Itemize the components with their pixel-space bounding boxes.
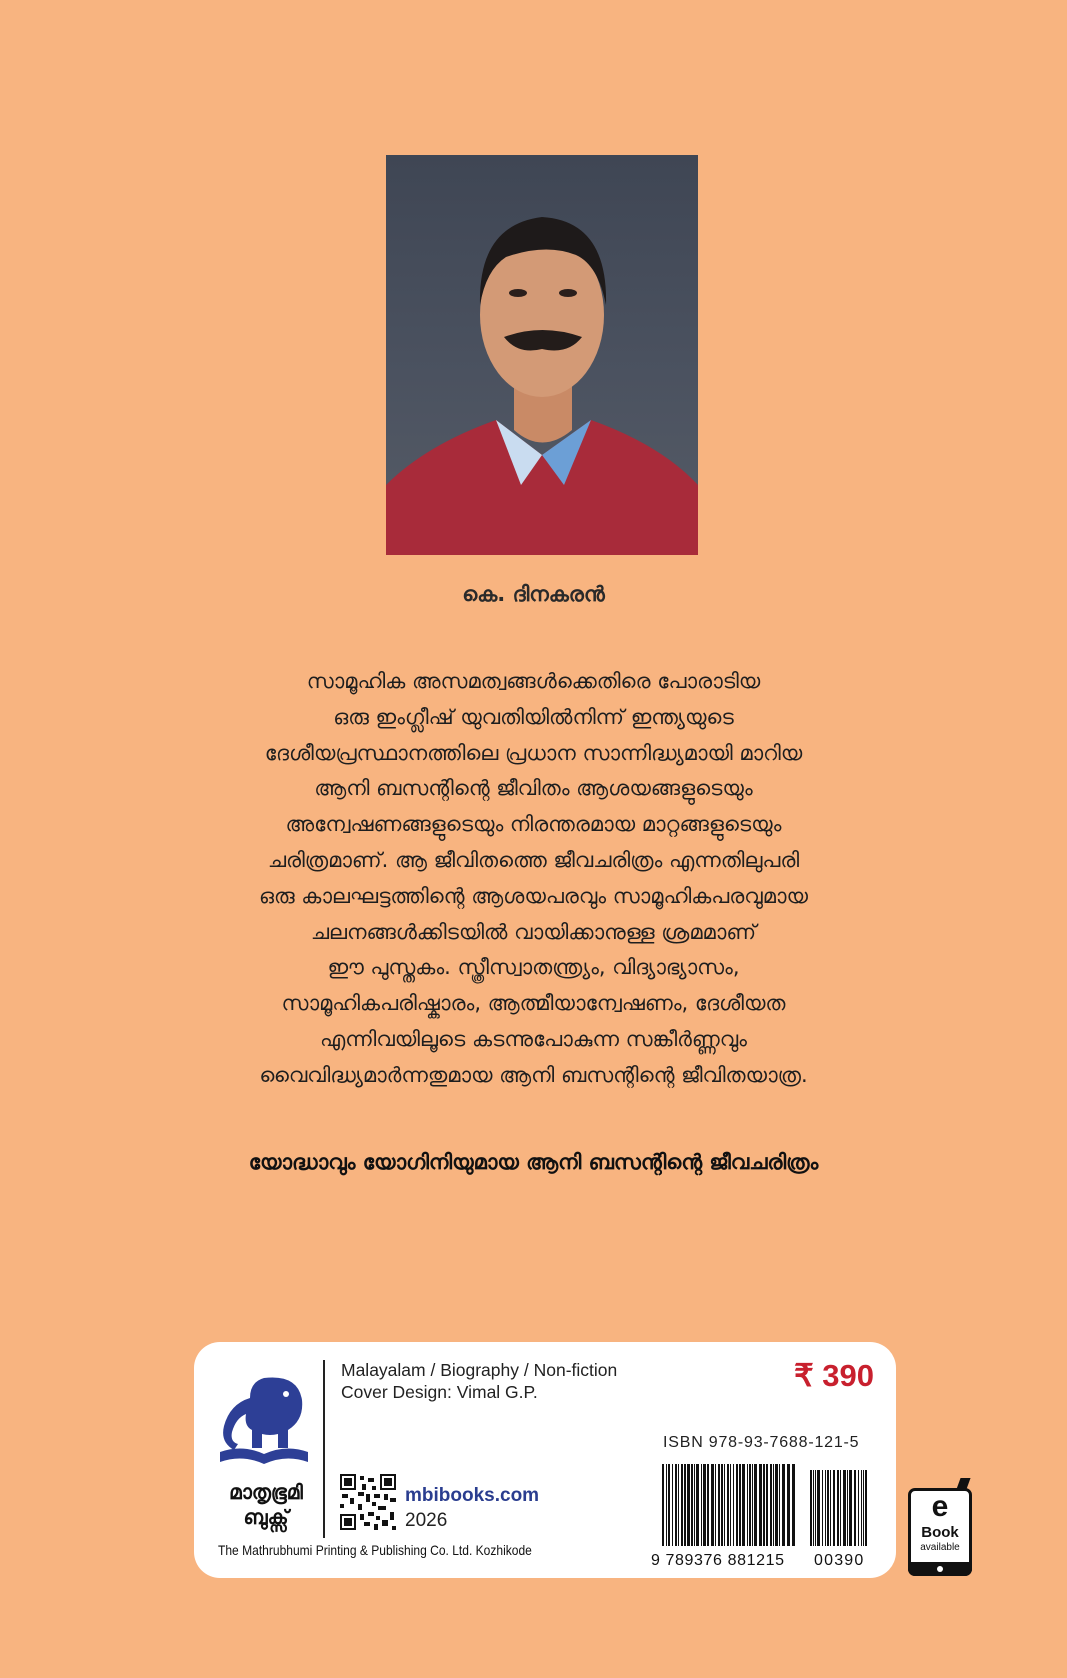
blurb-line: സാമൂഹികപരിഷ്കാരം, ആത്മീയാന്വേഷണം, ദേശീയത: [281, 991, 786, 1016]
author-name: കെ. ദിനകരൻ: [462, 582, 605, 606]
barcode-bar: [724, 1464, 725, 1546]
logo-wordmark-line1: മാതൃഭൂമി: [229, 1480, 303, 1504]
blurb-line: അന്വേഷണങ്ങളുടെയും നിരന്തരമായ മാറ്റങ്ങളുടെയും: [285, 812, 782, 837]
barcode-bar: [792, 1464, 795, 1546]
barcode-bar: [742, 1464, 745, 1546]
barcode-addon-bar: [822, 1470, 823, 1546]
barcode-bar: [703, 1464, 706, 1546]
barcode-bar: [787, 1464, 790, 1546]
blurb-line: ചരിത്രമാണ്. ആ ജീവിതത്തെ ജീവചരിത്രം എന്നതിലുപരി: [267, 847, 800, 872]
ebook-available-text: available: [920, 1542, 960, 1553]
barcode-addon-bar: [865, 1470, 867, 1546]
barcode-bar: [754, 1464, 757, 1546]
barcode-bar: [718, 1464, 720, 1546]
barcode-bar: [736, 1464, 738, 1546]
barcode-addon-bar: [817, 1470, 820, 1546]
barcode-bar: [779, 1464, 780, 1546]
author-portrait-graphic: [386, 155, 698, 555]
panel-divider: [323, 1360, 325, 1538]
logo-wordmark-line2: ബുക്സ്: [243, 1505, 289, 1529]
ebook-available-badge: [908, 1488, 972, 1578]
barcode-bar: [696, 1464, 699, 1546]
barcode-addon-bar: [840, 1470, 841, 1546]
barcode-bar: [739, 1464, 741, 1546]
barcode-bar: [707, 1464, 709, 1546]
barcode-bar: [701, 1464, 702, 1546]
blurb-line: ചലനങ്ങൾക്കിടയിൽ വായിക്കാനുള്ള ശ്രമമാണ്: [310, 919, 757, 944]
barcode-addon-bar: [837, 1470, 839, 1546]
ebook-word: Book: [921, 1524, 959, 1541]
barcode-bar: [711, 1464, 714, 1546]
barcode-bar: [668, 1464, 670, 1546]
blurb-line: ആനി ബസന്റിന്റെ ജീവിതം ആശയങ്ങളുടെയും: [314, 776, 753, 801]
isbn-label: ISBN 978-93-7688-121-5: [663, 1434, 860, 1451]
barcode-addon-bar: [813, 1470, 814, 1546]
barcode-addon-bar: [833, 1470, 835, 1546]
blurb-line: ഒരു കാലഘട്ടത്തിന്റെ ആശയപരവും സാമൂഹികപരവുമായ: [258, 883, 809, 908]
book-tagline: യോദ്ധാവും യോഗിനിയുമായ ആനി ബസന്റിന്റെ ജീവചരിത്രം: [248, 1150, 819, 1174]
barcode-bar: [662, 1464, 664, 1546]
author-photo: [386, 155, 698, 555]
blurb-line: എന്നിവയിലൂടെ കടന്നുപോകുന്ന സങ്കീർണ്ണവും: [320, 1026, 747, 1051]
barcode-bar: [694, 1464, 695, 1546]
barcode-bar: [752, 1464, 753, 1546]
barcode-addon-bar: [849, 1470, 852, 1546]
barcode-bar: [727, 1464, 729, 1546]
barcode-bar: [749, 1464, 751, 1546]
ebook-home-button: [937, 1566, 943, 1572]
barcode-bar: [773, 1464, 774, 1546]
barcode-bar: [666, 1464, 667, 1546]
barcode-addon-bar: [815, 1470, 816, 1546]
barcode-bar: [775, 1464, 778, 1546]
barcode-bar: [687, 1464, 690, 1546]
qr-code-icon[interactable]: [340, 1474, 396, 1530]
barcode-addon-bar: [863, 1470, 864, 1546]
barcode-bar: [770, 1464, 772, 1546]
blurb-line: വൈവിദ്ധ്യമാർന്നതുമായ ആനി ബസന്റിന്റെ ജീവിതയാത്ര.: [259, 1062, 808, 1087]
blurb-line: ഒരു ഇംഗ്ലീഷ് യുവതിയിൽനിന്ന് ഇന്ത്യയുടെ: [333, 704, 734, 729]
price-label: ₹ 390: [793, 1358, 874, 1393]
barcode-addon-bar: [825, 1470, 826, 1546]
website-link[interactable]: mbibooks.com: [405, 1485, 540, 1506]
genre-label: Malayalam / Biography / Non-fiction: [341, 1360, 618, 1380]
barcode-bar: [733, 1464, 734, 1546]
ebook-letter: e: [931, 1490, 949, 1523]
blurb-line: ഈ പുസ്തകം. സ്ത്രീസ്വാതന്ത്ര്യം, വിദ്യാഭ്യാസം,: [327, 955, 740, 980]
blurb-line: ദേശീയപ്രസ്ഥാനത്തിലെ പ്രധാന സാന്നിദ്ധ്യമായി മാറിയ: [264, 740, 803, 765]
barcode-digits: 9 789376 881215: [651, 1552, 785, 1569]
barcode-bar: [759, 1464, 762, 1546]
book-blurb: [150, 664, 917, 1094]
barcode-addon-bar: [854, 1470, 856, 1546]
barcode-addon-bar: [830, 1470, 831, 1546]
barcode-bar: [715, 1464, 716, 1546]
barcode-bar: [730, 1464, 731, 1546]
barcode-addon-bar: [858, 1470, 859, 1546]
barcode-addon-digits: 00390: [814, 1552, 865, 1569]
barcode-bar: [681, 1464, 683, 1546]
barcode-bar: [684, 1464, 686, 1546]
barcode-bar: [672, 1464, 673, 1546]
barcode-bar: [782, 1464, 785, 1546]
barcode-addon-bar: [847, 1470, 848, 1546]
back-cover-info-panel: [194, 1342, 896, 1578]
barcode-addon-bar: [810, 1470, 812, 1546]
barcode-addon-bar: [843, 1470, 846, 1546]
barcode-bar: [691, 1464, 693, 1546]
barcode-addon-bar: [861, 1470, 862, 1546]
publication-year: 2026: [405, 1510, 448, 1531]
elephant-logo-icon: [216, 1370, 312, 1470]
publisher-name: The Mathrubhumi Printing & Publishing Co. Ltd. Kozhikode: [218, 1542, 532, 1558]
barcode-bar: [763, 1464, 765, 1546]
blurb-line: സാമൂഹിക അസമത്വങ്ങൾക്കെതിരെ പോരാടിയ: [306, 669, 761, 693]
barcode-graphic: [662, 1464, 870, 1546]
barcode-bar: [747, 1464, 748, 1546]
barcode-bar: [678, 1464, 679, 1546]
cover-design-credit: Cover Design: Vimal G.P.: [341, 1382, 538, 1402]
barcode-bar: [766, 1464, 768, 1546]
barcode-addon-bar: [827, 1470, 829, 1546]
barcode-bar: [721, 1464, 723, 1546]
barcode-bar: [675, 1464, 677, 1546]
